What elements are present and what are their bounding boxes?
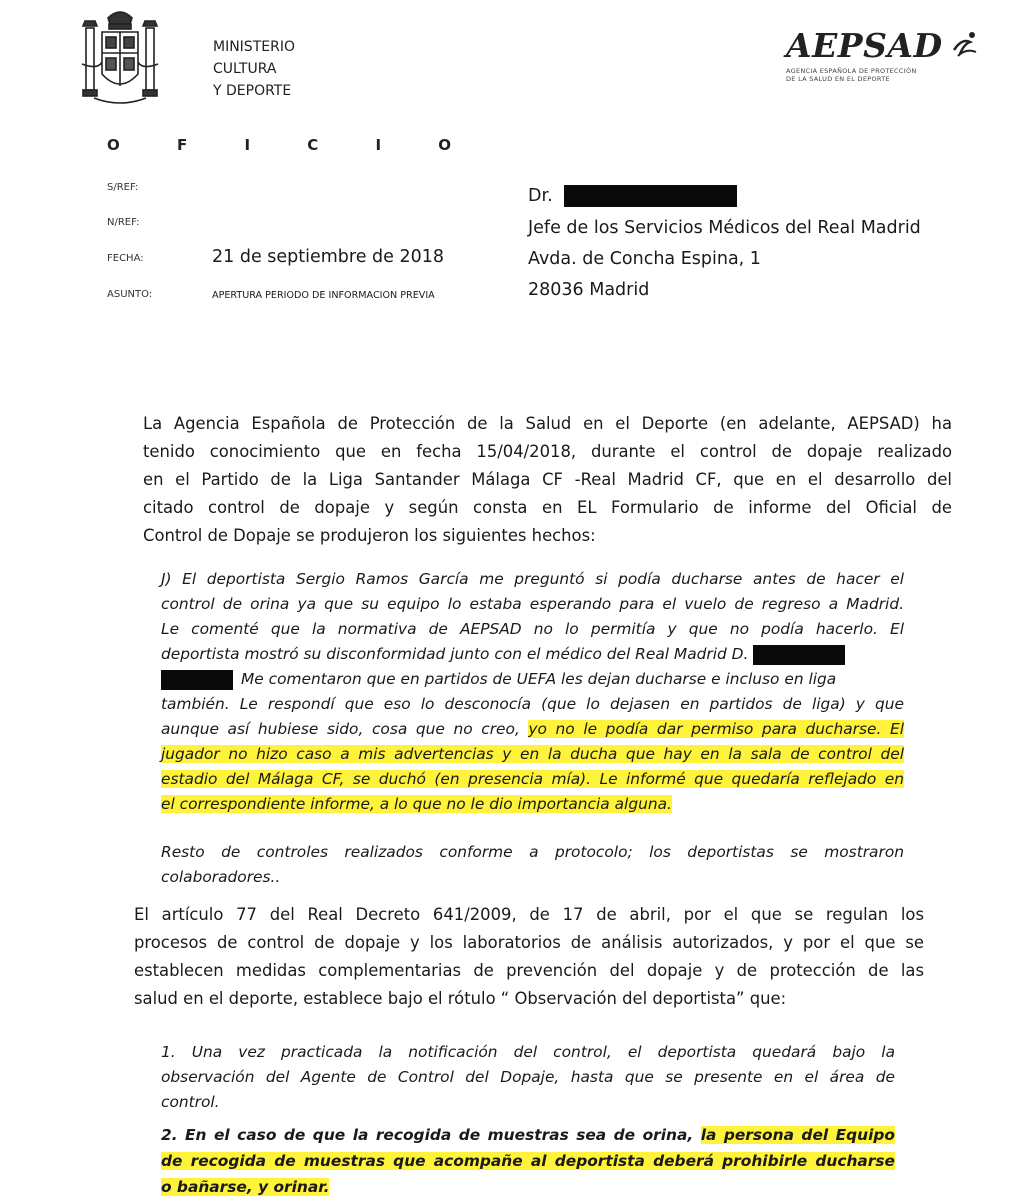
text-line: El artículo 77 del Real Decreto 641/2009, de 17 de abril, por el que se regulan los [134,905,924,924]
fecha-label: FECHA: [107,253,144,264]
highlighted-text: o bañarse, y orinar. [161,1178,330,1196]
highlighted-text: la persona del Equipo [700,1126,895,1144]
recipient-line: 28036 Madrid [528,280,650,300]
quote-line: Resto de controles realizados conforme a protocolo; los deportistas se mostraron [161,843,904,861]
ministry-line: CULTURA [213,61,277,77]
coat-of-arms-emblem [78,4,162,112]
redacted-name-block [753,645,845,665]
athlete-swoosh-icon [952,30,978,60]
quote-line: observación del Agente de Control del Dopaje, hasta que se presente en el área de [161,1068,895,1086]
quoted-report [161,567,904,817]
highlighted-text: jugador no hizo caso a mis advertencias y en la ducha que hay en la sala de control del [161,745,904,763]
quote-line [161,792,904,817]
logo-subtitle-line: DE LA SALUD EN EL DEPORTE [786,75,890,83]
quote-line-text: aunque así hubiese sido, cosa que no creo, [161,720,529,738]
aepsad-logo [786,26,986,83]
quote-line [161,767,904,792]
highlighted-text: estadio del Málaga CF, se duchó (en presencia mía). Le informé que quedaría reflejado en [161,770,904,788]
recipient-title-text: Dr. [528,186,553,206]
recipient-line: Jefe de los Servicios Médicos del Real Madrid [528,218,921,238]
asunto-label: ASUNTO: [107,289,153,300]
quote-line: 1. Una vez practicada la notificación del control, el deportista quedará bajo la [161,1043,895,1061]
quote-line [161,717,904,742]
document-type-title: O F I C I O [107,136,478,154]
quote-line: también. Le respondí que eso lo desconocía (que lo dejasen en partidos de liga) y que [161,695,904,713]
sref-label: S/REF: [107,182,139,193]
highlighted-text: de recogida de muestras que acompañe al deportista deberá prohibirle ducharse [161,1152,895,1170]
logo-text: AEPSAD [786,26,943,65]
quote-line [161,1174,895,1200]
article-paragraph [134,901,924,1013]
quote-line [161,1148,895,1174]
resto-note [161,840,904,890]
logo-subtitle [786,67,986,83]
text-line: en el Partido de la Liga Santander Málaga CF -Real Madrid CF, que en el desarrollo del [143,470,952,489]
ministry-name [213,36,295,102]
nref-label: N/REF: [107,217,140,228]
text-line: salud en el deporte, establece bajo el rótulo “ Observación del deportista” que: [134,989,787,1008]
text-line: La Agencia Española de Protección de la Salud en el Deporte (en adelante, AEPSAD) ha [143,414,952,433]
quote-line: colaboradores.. [161,868,281,886]
rule-1 [161,1040,895,1115]
recipient-line: Avda. de Concha Espina, 1 [528,249,761,269]
text-line: Control de Dopaje se produjeron los siguientes hechos: [143,526,596,545]
quote-line: Le comenté que la normativa de AEPSAD no lo permitía y que no podía hacerlo. El [161,620,904,638]
redacted-name-block [161,670,233,690]
text-line: citado control de dopaje y según consta en EL Formulario de informe del Oficial de [143,498,952,517]
quote-line: control de orina ya que su equipo lo estaba esperando para el vuelo de regreso a Madrid. [161,595,904,613]
quote-line-text: 2. En el caso de que la recogida de muestras sea de orina, [161,1126,701,1144]
quote-line-text: Me comentaron que en partidos de UEFA les dejan ducharse e incluso en liga [241,670,837,688]
redacted-name-block [564,185,737,207]
highlighted-text: yo no le podía dar permiso para ducharse. El [528,720,904,738]
highlighted-text: el correspondiente informe, a lo que no le dio importancia alguna. [161,795,672,813]
text-line: tenido conocimiento que en fecha 15/04/2018, durante el control de dopaje realizado [143,442,952,461]
ministry-line: MINISTERIO [213,39,295,55]
ministry-line: Y DEPORTE [213,83,292,99]
rule-2 [161,1122,895,1200]
recipient-title [528,185,737,207]
quote-line: control. [161,1093,220,1111]
text-line: procesos de control de dopaje y los laboratorios de análisis autorizados, y por el que se [134,933,924,952]
quote-line [161,667,904,692]
intro-paragraph [143,410,952,550]
quote-line: J) El deportista Sergio Ramos García me preguntó si podía ducharse antes de hacer el [161,570,904,588]
quote-line-text: deportista mostró su disconformidad junto con el médico del Real Madrid D. [161,645,749,663]
quote-line [161,642,904,667]
fecha-value: 21 de septiembre de 2018 [212,247,445,267]
text-line: establecen medidas complementarias de prevención del dopaje y de protección de las [134,961,924,980]
asunto-value: APERTURA PERIODO DE INFORMACION PREVIA [212,290,435,301]
quote-line [161,1122,895,1148]
logo-subtitle-line: AGENCIA ESPAÑOLA DE PROTECCIÓN [786,67,917,75]
quote-line [161,742,904,767]
